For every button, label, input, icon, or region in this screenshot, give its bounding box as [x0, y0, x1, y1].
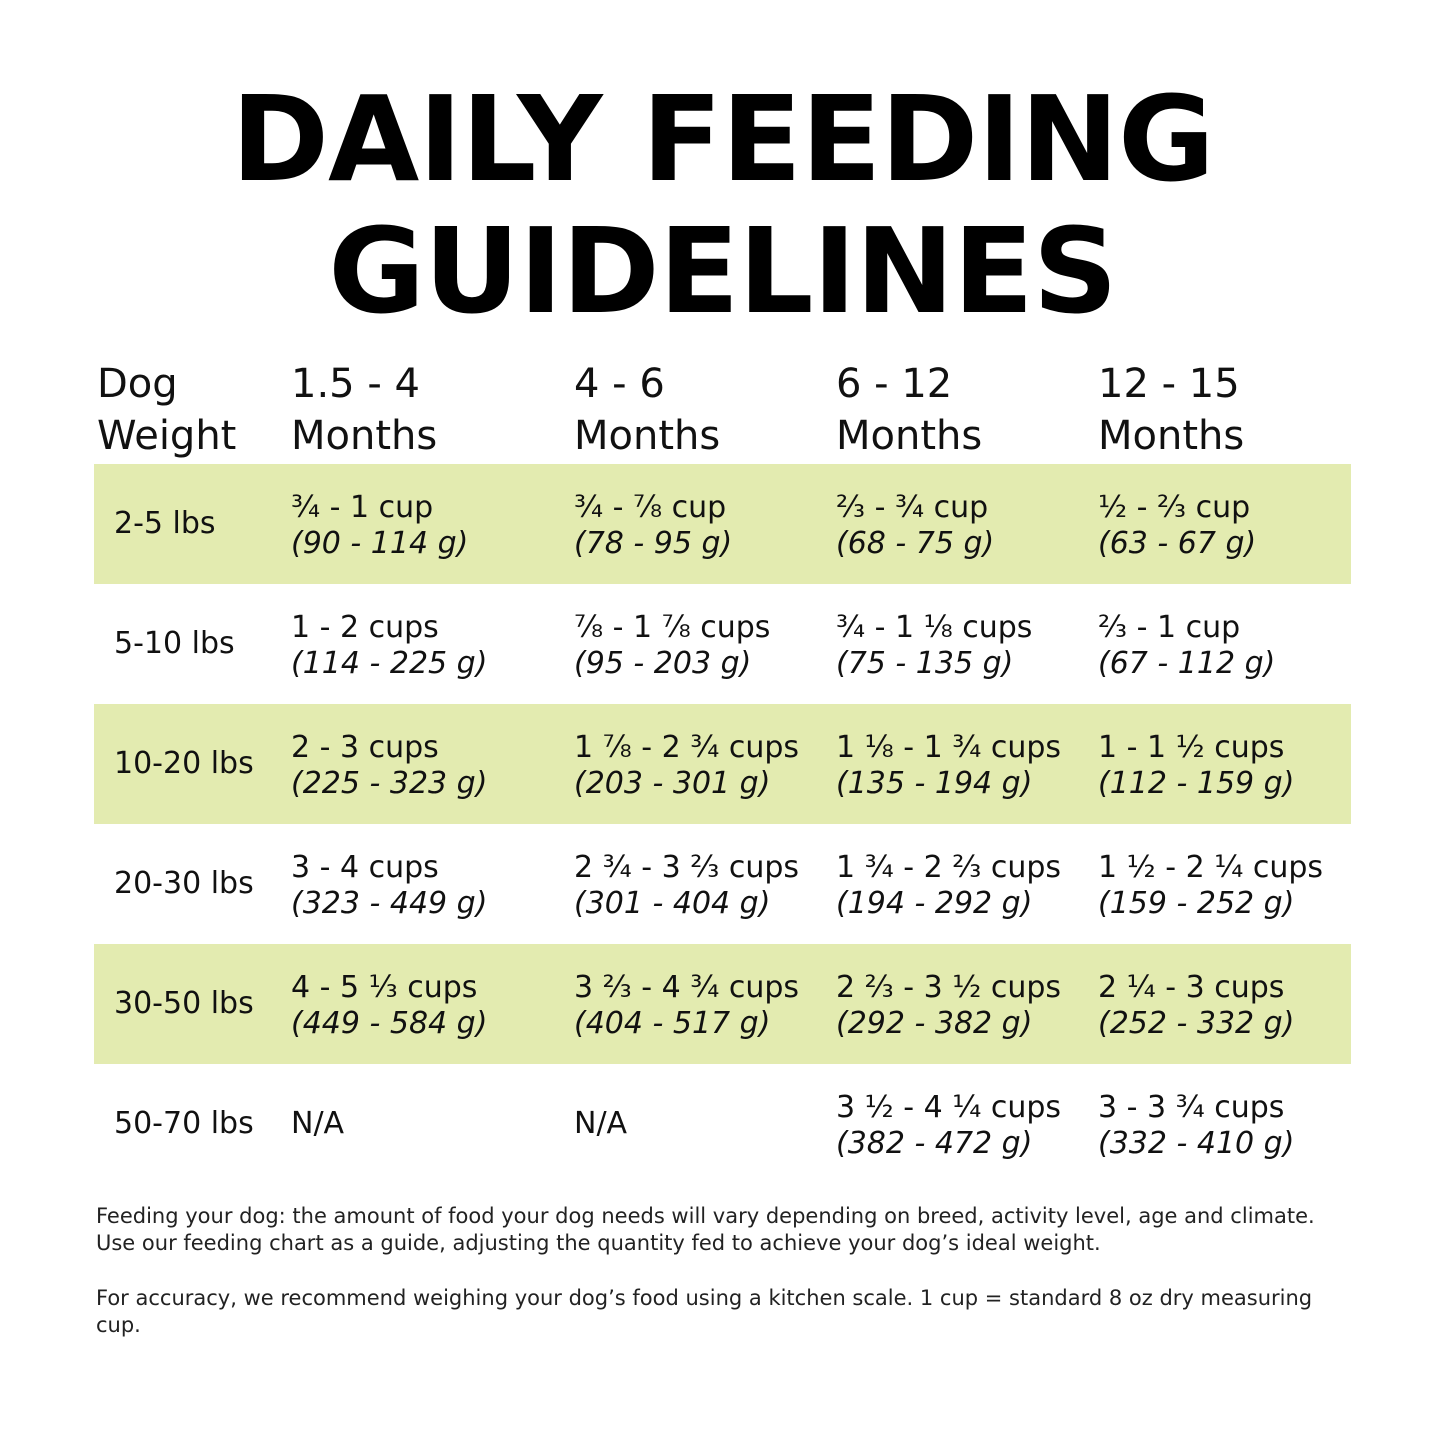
cups-amount: 1 ⅞ - 2 ¾ cups: [574, 730, 800, 765]
grams-amount: (382 - 472 g): [836, 1126, 1033, 1161]
cups-amount: N/A: [291, 1106, 345, 1141]
grams-amount: (135 - 194 g): [836, 766, 1033, 801]
header-dog-weight: [97, 358, 236, 462]
page-title-line-2: GUIDELINES: [328, 202, 1117, 340]
feeding-amount-cell: [1098, 730, 1294, 802]
feeding-amount-cell: [836, 1090, 1061, 1162]
header-dog-weight-line-2: Weight: [97, 413, 237, 459]
cups-amount: ⅞ - 1 ⅞ cups: [574, 610, 771, 645]
feeding-amount-cell: [291, 970, 487, 1042]
grams-amount: (332 - 410 g): [1098, 1126, 1295, 1161]
cups-amount: 1 ¾ - 2 ⅔ cups: [836, 850, 1062, 885]
grams-amount: (194 - 292 g): [836, 886, 1033, 921]
cups-amount: 1 ⅛ - 1 ¾ cups: [836, 730, 1062, 765]
cups-amount: ⅔ - ¾ cup: [836, 490, 989, 525]
cups-amount: 4 - 5 ⅓ cups: [291, 970, 478, 1005]
feeding-amount-cell: [291, 730, 487, 802]
feeding-amount-cell: [836, 490, 994, 562]
weight-label: 30-50 lbs: [114, 986, 254, 1021]
feeding-amount-cell: [836, 850, 1061, 922]
feeding-amount-cell: [291, 850, 487, 922]
feeding-amount-cell: [291, 490, 468, 562]
cups-amount: ¾ - 1 ⅛ cups: [836, 610, 1033, 645]
cups-amount: ¾ - 1 cup: [291, 490, 434, 525]
cups-amount: N/A: [574, 1106, 628, 1141]
feeding-amount-cell: [574, 610, 770, 682]
grams-amount: (90 - 114 g): [291, 526, 469, 561]
weight-label: 2-5 lbs: [114, 506, 216, 541]
feeding-amount-cell: [1098, 850, 1323, 922]
grams-amount: (75 - 135 g): [836, 646, 1014, 681]
header-age-line-2: Months: [1098, 413, 1245, 459]
cups-amount: 2 ¾ - 3 ⅔ cups: [574, 850, 800, 885]
table-row: [94, 824, 1351, 944]
grams-amount: (63 - 67 g): [1098, 526, 1257, 561]
grams-amount: (78 - 95 g): [574, 526, 733, 561]
cups-amount: 2 ⅔ - 3 ½ cups: [836, 970, 1062, 1005]
header-age-line-2: Months: [574, 413, 721, 459]
grams-amount: (225 - 323 g): [291, 766, 488, 801]
feeding-amount-cell: [1098, 490, 1256, 562]
cups-amount: 3 ½ - 4 ¼ cups: [836, 1090, 1062, 1125]
cups-amount: 1 ½ - 2 ¼ cups: [1098, 850, 1324, 885]
feeding-amount-cell: [1098, 1090, 1294, 1162]
feeding-amount-cell: [574, 970, 799, 1042]
grams-amount: (112 - 159 g): [1098, 766, 1295, 801]
header-age-line-1: 4 - 6: [574, 361, 665, 407]
feeding-amount-cell: [291, 1090, 344, 1158]
grams-amount: (159 - 252 g): [1098, 886, 1295, 921]
header-age-6-to-12-months: [836, 358, 982, 462]
grams-amount: (95 - 203 g): [574, 646, 752, 681]
grams-amount: (68 - 75 g): [836, 526, 995, 561]
cups-amount: 2 ¼ - 3 cups: [1098, 970, 1285, 1005]
grams-amount: (449 - 584 g): [291, 1006, 488, 1041]
table-row: [94, 464, 1351, 584]
cups-amount: 2 - 3 cups: [291, 730, 439, 765]
grams-amount: (323 - 449 g): [291, 886, 488, 921]
header-dog-weight-line-1: Dog: [97, 361, 178, 407]
header-age-line-1: 12 - 15: [1098, 361, 1240, 407]
weight-label: 5-10 lbs: [114, 626, 235, 661]
weight-label: 10-20 lbs: [114, 746, 254, 781]
weight-label: 50-70 lbs: [114, 1106, 254, 1141]
cups-amount: 3 - 4 cups: [291, 850, 439, 885]
feeding-amount-cell: [836, 730, 1061, 802]
header-age-1-5-to-4-months: [291, 358, 437, 462]
header-age-4-to-6-months: [574, 358, 720, 462]
grams-amount: (292 - 382 g): [836, 1006, 1033, 1041]
feeding-amount-cell: [291, 610, 487, 682]
header-age-12-to-15-months: [1098, 358, 1244, 462]
feeding-amount-cell: [574, 850, 799, 922]
feeding-amount-cell: [574, 1090, 627, 1158]
table-row: [94, 584, 1351, 704]
weight-label: 20-30 lbs: [114, 866, 254, 901]
accuracy-note: For accuracy, we recommend weighing your dog’s food using a kitchen scale. 1 cup = standard 8 oz dry measuring cup.: [96, 1286, 1313, 1337]
header-age-line-2: Months: [291, 413, 438, 459]
grams-amount: (67 - 112 g): [1098, 646, 1276, 681]
grams-amount: (203 - 301 g): [574, 766, 771, 801]
header-age-line-2: Months: [836, 413, 983, 459]
grams-amount: (301 - 404 g): [574, 886, 771, 921]
table-row: [94, 944, 1351, 1064]
cups-amount: ⅔ - 1 cup: [1098, 610, 1241, 645]
page-title-line-1: DAILY FEEDING: [231, 70, 1214, 208]
header-age-line-1: 1.5 - 4: [291, 361, 420, 407]
grams-amount: (114 - 225 g): [291, 646, 488, 681]
feeding-amount-cell: [1098, 970, 1294, 1042]
feeding-amount-cell: [574, 730, 799, 802]
cups-amount: ½ - ⅔ cup: [1098, 490, 1251, 525]
table-row: [94, 1064, 1351, 1184]
cups-amount: 1 - 2 cups: [291, 610, 439, 645]
feeding-note: Feeding your dog: the amount of food your dog needs will vary depending on breed, activity level, age and climate. Use our feeding chart as a guide, adjusting the quantity fed to achieve your dog’s ideal weight.: [96, 1204, 1315, 1255]
cups-amount: 3 ⅔ - 4 ¾ cups: [574, 970, 800, 1005]
table-row: [94, 704, 1351, 824]
feeding-amount-cell: [574, 490, 732, 562]
grams-amount: (252 - 332 g): [1098, 1006, 1295, 1041]
feeding-amount-cell: [836, 610, 1032, 682]
cups-amount: ¾ - ⅞ cup: [574, 490, 727, 525]
grams-amount: (404 - 517 g): [574, 1006, 771, 1041]
feeding-amount-cell: [836, 970, 1061, 1042]
header-age-line-1: 6 - 12: [836, 361, 953, 407]
feeding-amount-cell: [1098, 610, 1275, 682]
cups-amount: 1 - 1 ½ cups: [1098, 730, 1285, 765]
cups-amount: 3 - 3 ¾ cups: [1098, 1090, 1285, 1125]
